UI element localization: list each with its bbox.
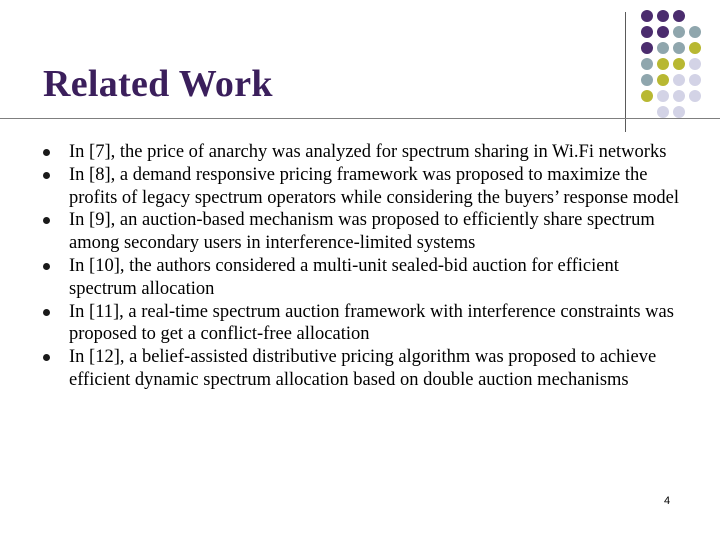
bullet-list (43, 141, 683, 392)
bullet-text: In [12], a belief-assisted distributive pricing algorithm was proposed to achieve efficient dynamic spectrum allocation based on double auction mechanisms (69, 347, 657, 390)
bullet-item (43, 209, 683, 255)
page-number: 4 (664, 495, 671, 507)
decor-dot (641, 26, 653, 38)
decor-dot (673, 42, 685, 54)
decor-dot (641, 90, 653, 102)
bullet-item (43, 141, 683, 164)
decor-dot (673, 26, 685, 38)
decor-dot (657, 26, 669, 38)
bullet-dot-icon (43, 149, 50, 156)
decor-dot (673, 90, 685, 102)
decor-dot (657, 10, 669, 22)
bullet-dot-icon (43, 263, 50, 270)
decor-dot (673, 106, 685, 118)
decor-dot (641, 74, 653, 86)
decor-dot (689, 26, 701, 38)
title-divider (0, 118, 720, 119)
decor-dot (689, 74, 701, 86)
decor-dot (657, 106, 669, 118)
bullet-dot-icon (43, 309, 50, 316)
bullet-dot-icon (43, 354, 50, 361)
bullet-dot-icon (43, 172, 50, 179)
bullet-item (43, 255, 683, 301)
decor-dot (641, 58, 653, 70)
decor-dot (673, 10, 685, 22)
slide-title: Related Work (43, 63, 273, 105)
decor-dot (689, 42, 701, 54)
decor-dot (657, 74, 669, 86)
bullet-text: In [11], a real-time spectrum auction framework with interference constraints was proposed to get a conflict-free allocation (69, 301, 674, 345)
decor-dot (641, 42, 653, 54)
bullet-text: In [8], a demand responsive pricing framework was proposed to maximize the profits of legacy spectrum operators while considering the buyers’ response model (69, 164, 679, 208)
decor-dot (641, 10, 653, 22)
bullet-text: In [9], an auction-based mechanism was proposed to efficiently share spectrum among secondary users in interference-limited systems (69, 210, 655, 254)
decor-dot (689, 90, 701, 102)
decor-dot (657, 90, 669, 102)
decor-dot (657, 58, 669, 70)
bullet-dot-icon (43, 217, 50, 224)
decor-dot (689, 58, 701, 70)
bullet-text: In [10], the authors considered a multi-unit sealed-bid auction for efficient spectrum allocation (69, 255, 619, 299)
decor-dot (673, 58, 685, 70)
decor-dot (673, 74, 685, 86)
vertical-divider (625, 12, 626, 132)
bullet-item (43, 164, 683, 210)
bullet-item (43, 346, 683, 392)
bullet-text: In [7], the price of anarchy was analyzed for spectrum sharing in Wi.Fi networks (69, 142, 667, 162)
bullet-item (43, 301, 683, 347)
decor-dot (657, 42, 669, 54)
